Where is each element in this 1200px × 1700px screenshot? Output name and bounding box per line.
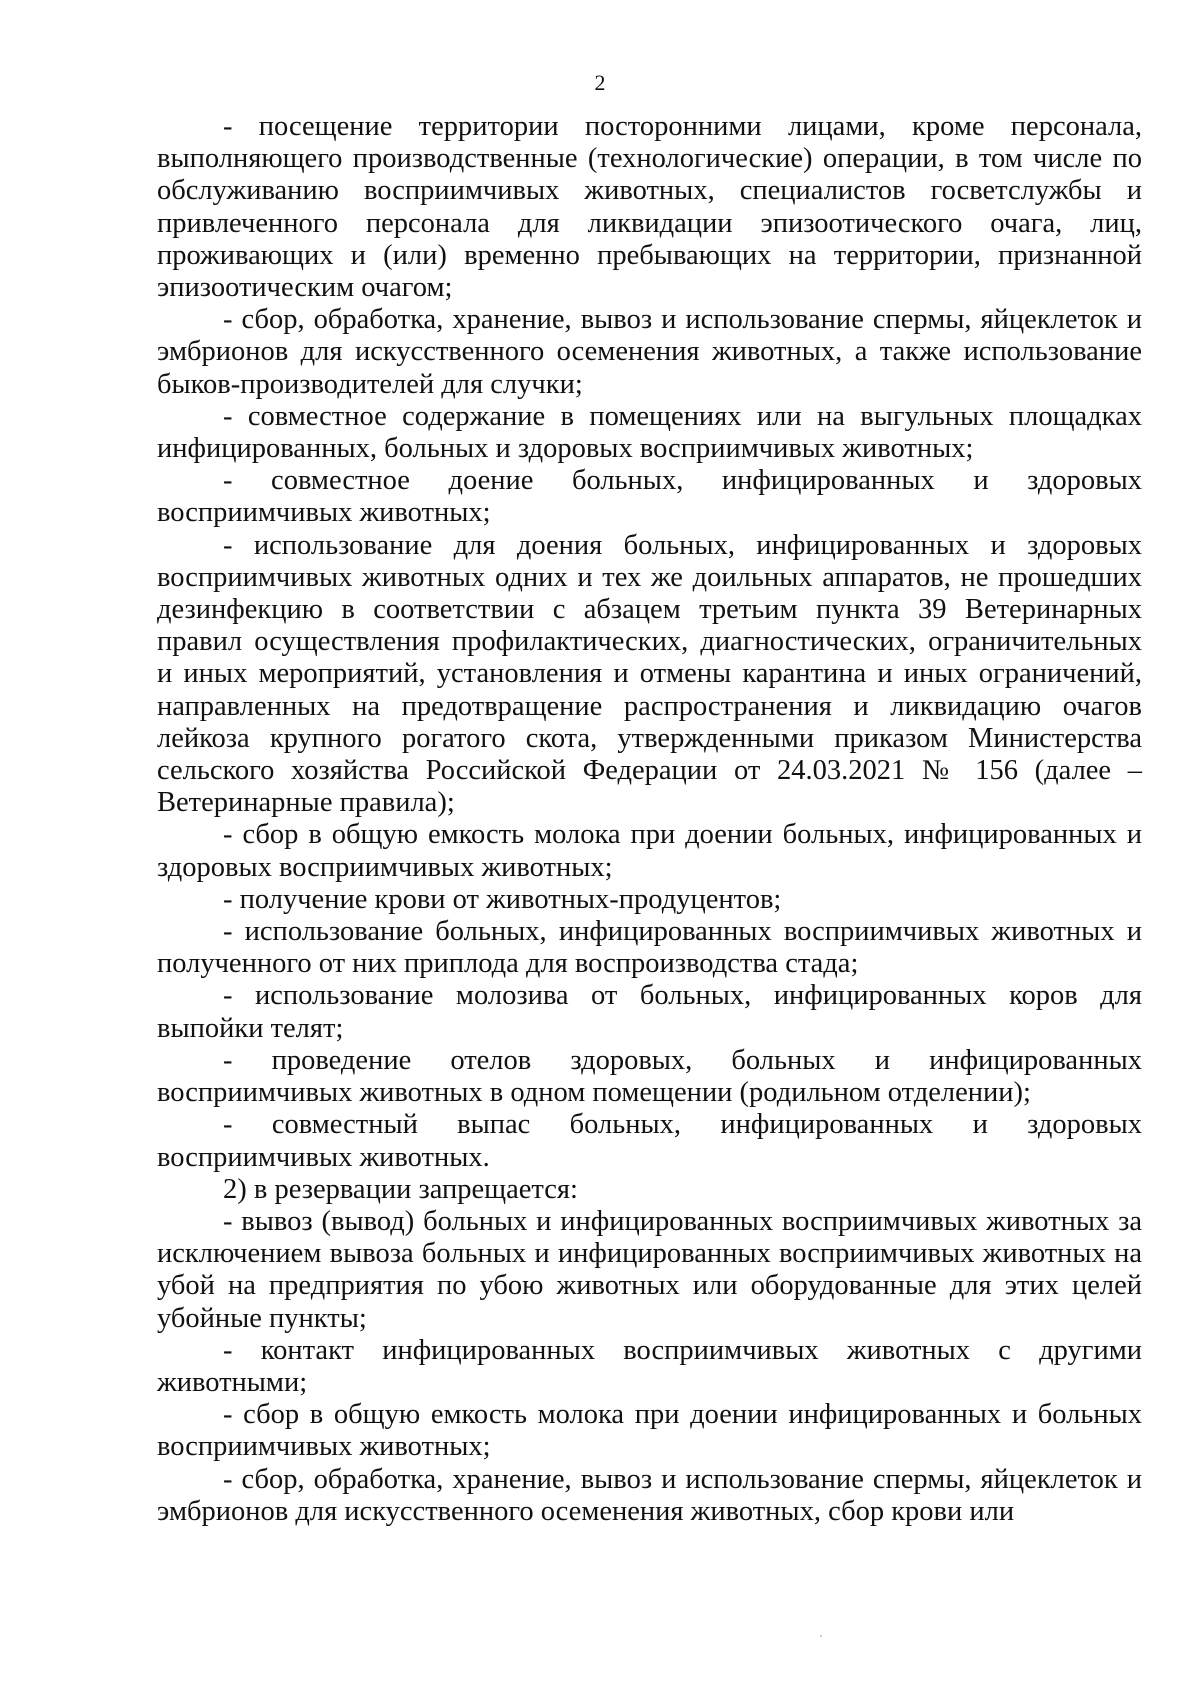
paragraph: - использование для доения больных, инфицированных и здоровых восприимчивых животных одних и тех же доильных аппаратов, не прошедших дезинфекцию в соответствии с абзацем третьим пункта 39 Ветеринарных правил осуществления профилактических, диагностических, ограничительных и иных мероприятий, установления и отмены карантина и иных ограничений, направленных на предотвращение распространения и ликвидацию очагов лейкоза крупного рогатого скота, утвержденными приказом Министерства сельского хозяйства Российской Федерации от 24.03.2021 № 156 (далее – Ветеринарные правила); [157,529,1142,819]
paragraph: - совместное содержание в помещениях или на выгульных площадках инфицированных, больных и здоровых восприимчивых животных; [157,400,1142,465]
paragraph: - получение крови от животных-продуцентов; [223,883,782,915]
paragraph: - совместное доение больных, инфицированных и здоровых восприимчивых животных; [157,465,1142,529]
paragraph: - проведение отелов здоровых, больных и инфицированных восприимчивых животных в одном помещении (родильном отделении); [157,1044,1142,1109]
paragraph: - контакт инфицированных восприимчивых животных с другими животными; [157,1334,1142,1398]
paragraph: - сбор, обработка, хранение, вывоз и использование спермы, яйцеклеток и эмбрионов для искусственного осеменения животных, а также использование быков-производителей для случки; [157,304,1142,400]
section-heading-paragraph: 2) в резервации запрещается: [223,1173,578,1205]
scan-speck [820,1635,822,1637]
paragraph: - посещение территории посторонними лицами, кроме персонала, выполняющего производственные (технологические) операции, в том числе по обслуживанию восприимчивых животных, специалистов госветслужбы и привлеченного персонала для ликвидации эпизоотического очага, лиц, проживающих и (или) временно пребывающих на территории, признанной эпизоотическим очагом; [157,111,1142,304]
paragraph: - совместный выпас больных, инфицированных и здоровых восприимчивых животных. [157,1109,1142,1173]
paragraph: - использование больных, инфицированных восприимчивых животных и полученного от них приплода для воспроизводства стада; [157,916,1142,980]
document-body [157,111,1142,1528]
paragraph: - сбор в общую емкость молока при доении больных, инфицированных и здоровых восприимчивых животных; [157,819,1142,883]
paragraph: - сбор в общую емкость молока при доении инфицированных и больных восприимчивых животных; [157,1399,1142,1463]
paragraph: - вывоз (вывод) больных и инфицированных восприимчивых животных за исключением вывоза больных и инфицированных восприимчивых животных на убой на предприятия по убою животных или оборудованные для этих целей убойные пункты; [157,1205,1142,1334]
paragraph: - использование молозива от больных, инфицированных коров для выпойки телят; [157,980,1142,1044]
paragraph: - сбор, обработка, хранение, вывоз и использование спермы, яйцеклеток и эмбрионов для искусственного осеменения животных, сбор крови или [157,1463,1142,1527]
page-number: 2 [594,70,606,95]
